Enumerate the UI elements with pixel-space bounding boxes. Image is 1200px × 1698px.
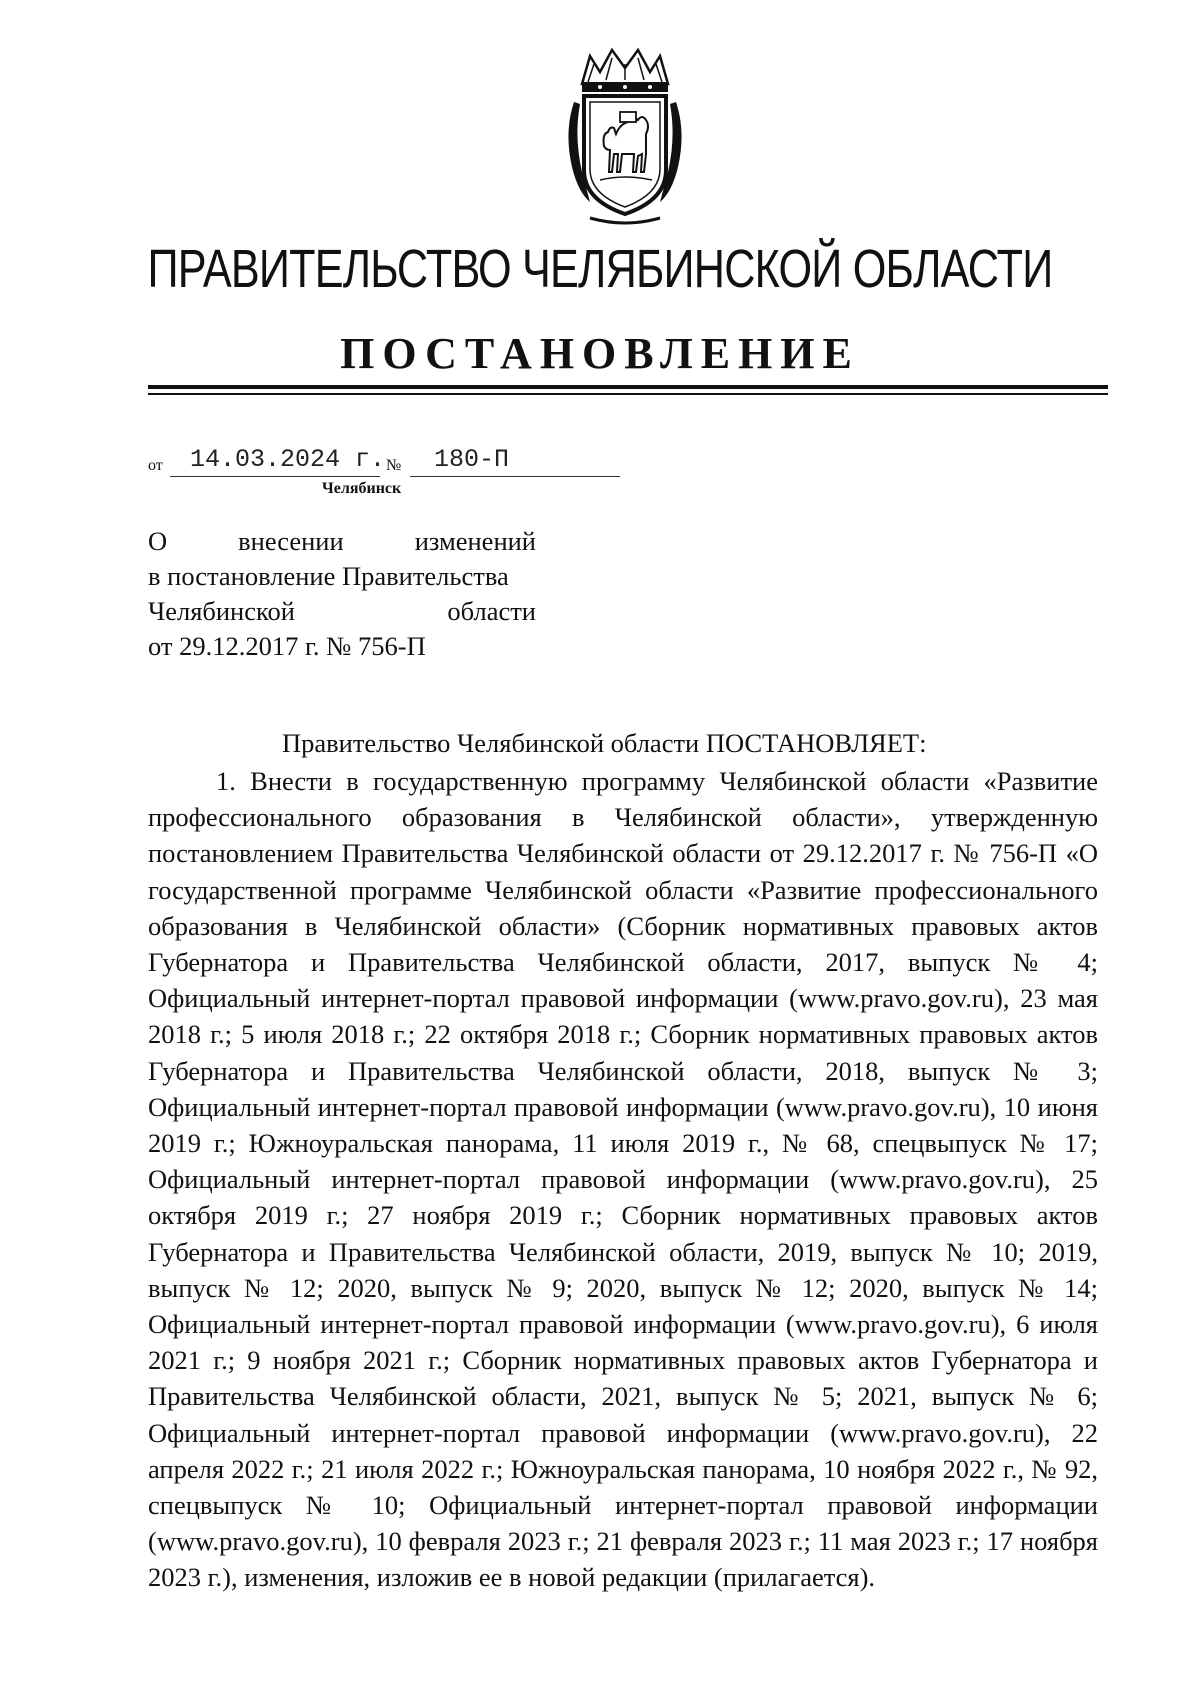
number-label: № bbox=[386, 457, 402, 474]
date-number-line bbox=[148, 445, 628, 481]
subject-line: Челябинской области bbox=[148, 596, 536, 626]
subject-line: от 29.12.2017 г. № 756-П bbox=[148, 631, 426, 661]
document-date: 14.03.2024 г. bbox=[190, 445, 386, 474]
subject-line: О внесении изменений bbox=[148, 526, 536, 556]
subject-line: в постановление Правительства bbox=[148, 561, 509, 591]
document-type: ПОСТАНОВЛЕНИЕ bbox=[340, 329, 860, 378]
paragraph-1: 1. Внести в государственную программу Челябинской области «Развитие профессионального образования в Челябинской области», утвержденную постановлением Правительства Челябинской области от 29.12.2017 г. № 756-П «О государственной программе Челябинской области «Развитие профессионального образования в Челябинской области» (Сборник нормативных правовых актов Губернатора и Правительства Челябинской области, 2017, выпуск № 4; Официальный интернет-портал правовой информации (www.pravo.gov.ru), 23 мая 2018 г.; 5 июля 2018 г.; 22 октября 2018 г.; Сборник нормативных правовых актов Губернатора и Правительства Челябинской области, 2018, выпуск № 3; Официальный интернет-портал правовой информации (www.pravo.gov.ru), 10 июня 2019 г.; Южноуральская панорама, 11 июля 2019 г., № 68, спецвыпуск № 17; Официальный интернет-портал правовой информации (www.pravo.gov.ru), 25 октября 2019 г.; 27 ноября 2019 г.; Сборник нормативных правовых актов Губернатора и Правительства Челябинской области, 2019, выпуск № 10; 2019, выпуск № 12; 2020, выпуск № 9; 2020, выпуск № 12; 2020, выпуск № 14; Официальный интернет-портал правовой информации (www.pravo.gov.ru), 6 июля 2021 г.; 9 ноября 2021 г.; Сборник нормативных правовых актов Губернатора и Правительства Челябинской области, 2021, выпуск № 5; 2021, выпуск № 6; Официальный интернет-портал правовой информации (www.pravo.gov.ru), 22 апреля 2022 г.; 21 июля 2022 г.; Южноуральская панорама, 10 ноября 2022 г., № 92, спецвыпуск № 10; Официальный интернет-портал правовой информации (www.pravo.gov.ru), 10 февраля 2023 г.; 21 февраля 2023 г.; 11 мая 2023 г.; 17 ноября 2023 г.), изменения, изложив ее в новой редакции (прилагается). bbox=[148, 766, 1098, 1593]
number-underline bbox=[410, 476, 620, 477]
issue-city: Челябинск bbox=[322, 480, 402, 497]
header-rule-thin bbox=[148, 393, 1108, 395]
date-underline bbox=[170, 476, 380, 477]
document-subject bbox=[148, 524, 536, 664]
decree-intro: Правительство Челябинской области ПОСТАНОВЛЯЕТ: bbox=[282, 728, 927, 758]
header-rule-thick bbox=[148, 385, 1108, 389]
government-title: ПРАВИТЕЛЬСТВО ЧЕЛЯБИНСКОЙ ОБЛАСТИ bbox=[147, 239, 1053, 299]
date-from-label: от bbox=[148, 457, 163, 474]
document-number: 180-П bbox=[434, 445, 510, 474]
chelyabinsk-coat-of-arms-icon bbox=[560, 42, 690, 232]
